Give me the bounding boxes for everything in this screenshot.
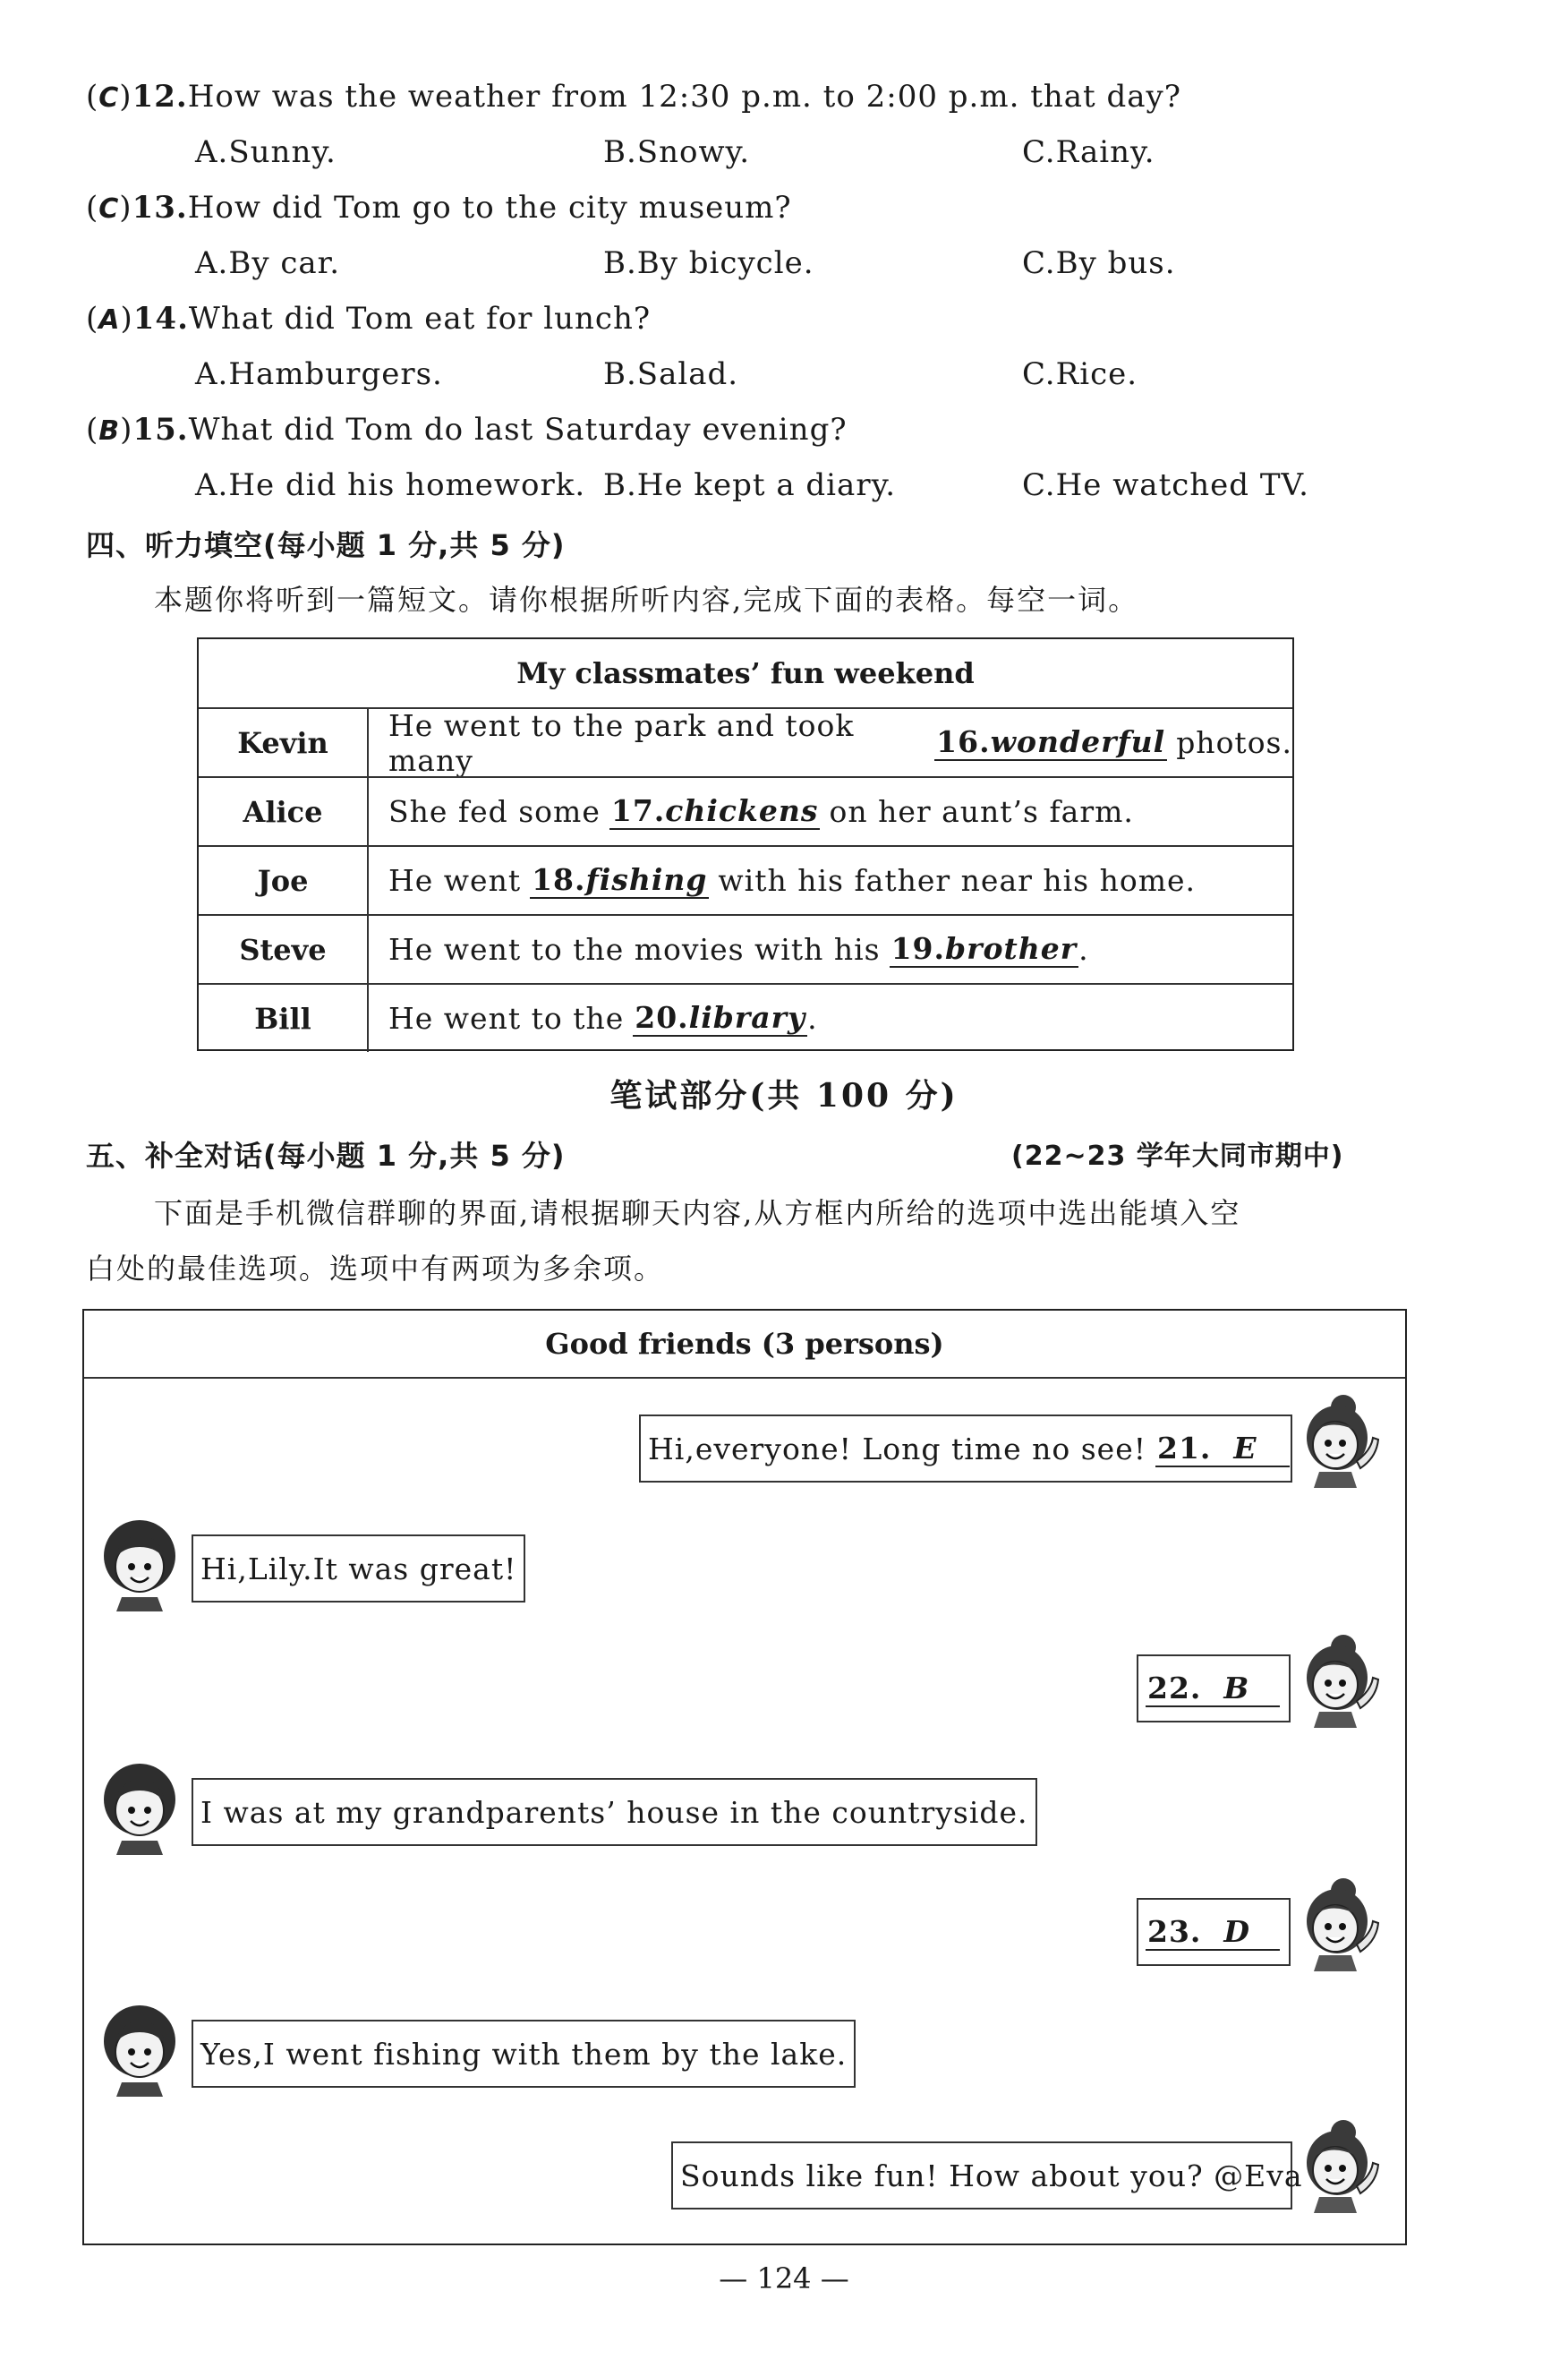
chat-bubble-left: I was at my grandparents’ house in the countryside. [192, 1778, 1037, 1846]
section-5-source: (22~23 学年大同市期中) [1011, 1141, 1344, 1172]
question-number: 14. [132, 301, 189, 337]
chat-bubble-left: Hi,Lily.It was great! [192, 1534, 525, 1603]
table-row [199, 914, 1292, 983]
answer-15: B [98, 415, 121, 447]
lily-avatar-icon [1294, 1631, 1384, 1730]
chat-bubble-right [1137, 1654, 1291, 1722]
section-5-instruction-2: 白处的最佳选项。选项中有两项为多余项。 [86, 1252, 665, 1286]
chat-bubble-right: Hi,everyone! Long time no see! 21. E [639, 1415, 1292, 1483]
table-row [199, 983, 1292, 1052]
section-4-title: 四、听力填空(每小题 1 分,共 5 分) [86, 528, 566, 562]
section-5-title: 五、补全对话(每小题 1 分,共 5 分) [86, 1139, 566, 1173]
fill-blank: 20.library [635, 1000, 806, 1035]
question-15: (B)15.What did Tom do last Saturday evening? [86, 412, 848, 448]
fill-blank: 18.fishing [532, 862, 708, 897]
section-5-instruction-1: 下面是手机微信群聊的界面,请根据聊天内容,从方框内所给的选项中选出能填入空 [154, 1196, 1241, 1230]
fill-blank: 19.brother [891, 931, 1078, 966]
question-text: What did Tom eat for lunch? [188, 301, 652, 337]
row-name: Kevin [199, 709, 369, 776]
chat-bubble-left: Yes,I went fishing with them by the lake. [192, 2020, 856, 2088]
row-text: He went to the 20.library . [388, 1000, 818, 1036]
table-row [199, 707, 1292, 776]
table-title: My classmates’ fun weekend [516, 656, 975, 690]
option-15-a: A.He did his homework. [195, 467, 586, 503]
eva-avatar-icon [95, 1758, 184, 1857]
option-13-b: B.By bicycle. [603, 245, 814, 281]
row-text: He went 18.fishing with his father near his home. [388, 862, 1197, 898]
fill-blank: 17.chickens [610, 793, 819, 828]
row-text: He went to the park and took many 16.wonderful photos. [388, 707, 1292, 778]
answer-12: C [98, 82, 120, 114]
eva-avatar-icon [95, 1515, 184, 1613]
row-text: He went to the movies with his 19.brother . [388, 931, 1089, 967]
section-4-instruction: 本题你将听到一篇短文。请你根据所听内容,完成下面的表格。每空一词。 [154, 583, 1139, 617]
fill-blank: 22. B [1146, 1671, 1280, 1707]
lily-avatar-icon [1294, 1875, 1384, 1973]
chat-window [82, 1309, 1407, 2245]
question-text: How did Tom go to the city museum? [187, 190, 792, 226]
lily-avatar-icon [1294, 1391, 1384, 1490]
option-12-c: C.Rainy. [1022, 134, 1155, 170]
answer-14: A [98, 304, 121, 336]
option-12-a: A.Sunny. [195, 134, 337, 170]
question-number: 12. [132, 79, 188, 115]
option-15-c: C.He watched TV. [1022, 467, 1309, 503]
question-number: 15. [132, 412, 189, 448]
row-name: Bill [199, 985, 369, 1052]
page-number: — 124 — [719, 2261, 849, 2295]
table-row [199, 776, 1292, 845]
row-name: Joe [199, 847, 369, 914]
lily-avatar-icon [1294, 2116, 1384, 2215]
question-13: (C)13.How did Tom go to the city museum? [86, 190, 792, 226]
row-name: Alice [199, 778, 369, 845]
question-text: How was the weather from 12:30 p.m. to 2:00 p.m. that day? [187, 79, 1181, 115]
written-part-heading: 笔试部分(共 100 分) [609, 1077, 959, 1115]
question-number: 13. [132, 190, 188, 226]
question-text: What did Tom do last Saturday evening? [188, 412, 848, 448]
chat-title: Good friends (3 persons) [84, 1311, 1405, 1379]
fill-blank: 23. D [1146, 1914, 1280, 1951]
option-12-b: B.Snowy. [603, 134, 751, 170]
option-14-b: B.Salad. [603, 356, 739, 392]
row-name: Steve [199, 916, 369, 983]
chat-bubble-right [1137, 1898, 1291, 1966]
option-15-b: B.He kept a diary. [603, 467, 897, 503]
fill-blank: 21. E [1155, 1431, 1290, 1467]
question-12: (C)12.How was the weather from 12:30 p.m. to 2:00 p.m. that day? [86, 79, 1181, 115]
question-14: (A)14.What did Tom eat for lunch? [86, 301, 652, 337]
option-14-a: A.Hamburgers. [195, 356, 443, 392]
table-row [199, 845, 1292, 914]
option-13-a: A.By car. [195, 245, 340, 281]
answer-13: C [98, 193, 120, 225]
option-13-c: C.By bus. [1022, 245, 1176, 281]
eva-avatar-icon [95, 2000, 184, 2098]
weekend-table [197, 637, 1294, 1051]
fill-blank: 16.wonderful [936, 724, 1166, 759]
chat-bubble-right: Sounds like fun! How about you? @Eva [671, 2141, 1292, 2209]
row-text: She fed some 17.chickens on her aunt’s farm. [388, 793, 1134, 829]
option-14-c: C.Rice. [1022, 356, 1138, 392]
